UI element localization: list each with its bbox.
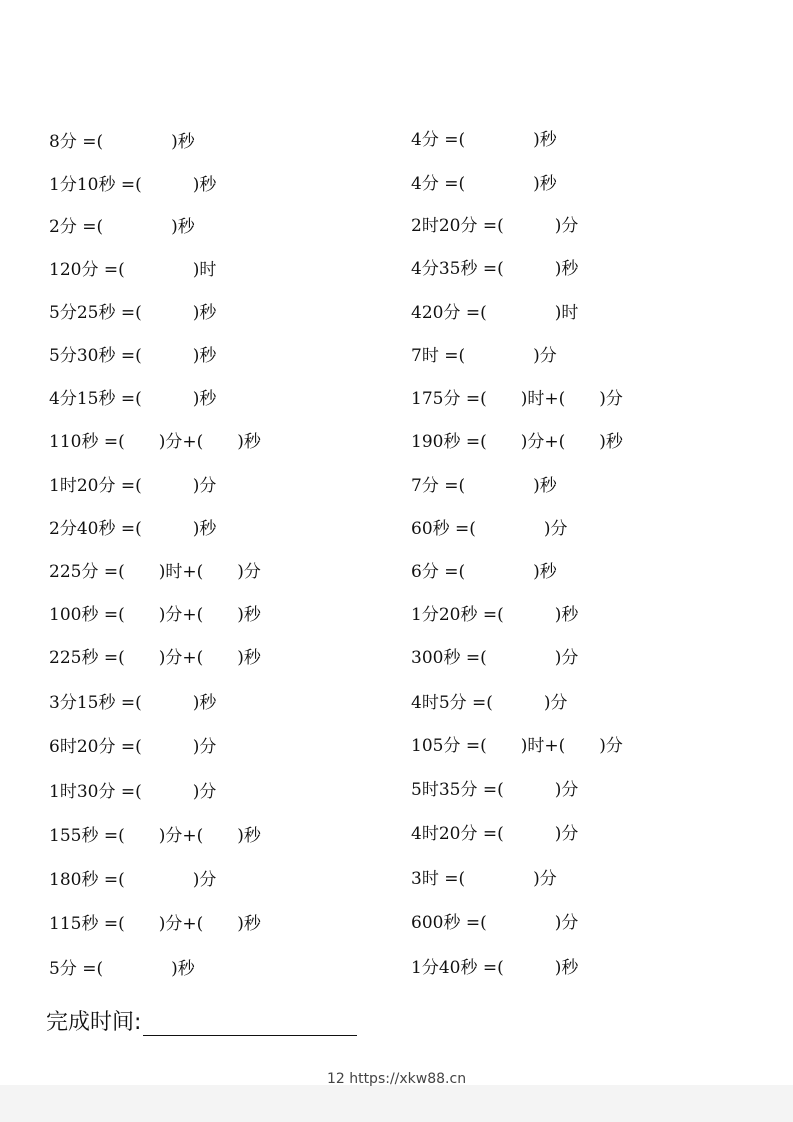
problem-item[interactable] [49,521,216,538]
problem-text: 4分 =( )秒 [411,174,557,194]
problem-item[interactable] [411,915,578,932]
problem-text: 8分 =( )秒 [49,132,195,152]
problem-text: 5分25秒 =( )秒 [49,303,217,323]
footer-url: 12 https://xkw88.cn [326,1071,467,1087]
problem-item[interactable] [411,132,557,149]
completion-time-label: 完成时间: [46,1010,142,1035]
problem-item[interactable] [411,218,578,235]
problem-item[interactable] [49,348,216,365]
problem-item[interactable] [49,219,195,236]
problem-text: 7分 =( )秒 [411,476,557,496]
problem-text: 5分30秒 =( )秒 [49,346,217,366]
problem-text: 2分 =( )秒 [49,217,195,237]
problem-text: 60秒 =( )分 [411,519,568,539]
problem-text: 1分10秒 =( )秒 [49,175,217,195]
problem-text: 4分 =( )秒 [411,130,557,150]
problem-item[interactable] [49,739,216,756]
problem-item[interactable] [411,348,557,365]
problem-item[interactable] [49,961,195,978]
problem-item[interactable] [49,872,216,889]
problem-item[interactable] [411,434,623,451]
problem-item[interactable] [411,695,568,712]
problem-text: 155秒 =( )分+( )秒 [49,826,261,846]
problem-item[interactable] [411,391,623,408]
problem-item[interactable] [49,434,261,451]
problem-text: 115秒 =( )分+( )秒 [49,914,261,934]
problem-item[interactable] [411,261,578,278]
problem-text: 1时20分 =( )分 [49,476,217,496]
problem-item[interactable] [49,391,216,408]
problem-item[interactable] [49,650,261,667]
problem-item[interactable] [411,960,578,977]
problem-item[interactable] [49,564,261,581]
problem-text: 190秒 =( )分+( )秒 [411,432,623,452]
problem-text: 7时 =( )分 [411,346,557,366]
problem-text: 2分40秒 =( )秒 [49,519,217,539]
problem-text: 5时35分 =( )分 [411,780,579,800]
problem-text: 6分 =( )秒 [411,562,557,582]
problem-item[interactable] [411,478,557,495]
problem-item[interactable] [49,177,216,194]
problem-text: 110秒 =( )分+( )秒 [49,432,261,452]
problem-item[interactable] [49,262,216,279]
problem-item[interactable] [49,607,261,624]
problem-item[interactable] [411,176,557,193]
problem-text: 2时20分 =( )分 [411,216,579,236]
problem-text: 4时20分 =( )分 [411,824,579,844]
problem-text: 175分 =( )时+( )分 [411,389,623,409]
problem-text: 4分35秒 =( )秒 [411,259,579,279]
problem-item[interactable] [411,305,578,322]
problem-text: 1分40秒 =( )秒 [411,958,579,978]
problem-item[interactable] [411,782,578,799]
problem-text: 600秒 =( )分 [411,913,579,933]
problem-item[interactable] [411,826,578,843]
problem-item[interactable] [411,738,623,755]
problem-item[interactable] [49,478,216,495]
problem-text: 120分 =( )时 [49,260,217,280]
problem-item[interactable] [49,784,216,801]
problem-text: 6时20分 =( )分 [49,737,217,757]
problem-item[interactable] [49,134,195,151]
problem-text: 180秒 =( )分 [49,870,217,890]
completion-time-blank[interactable] [143,1013,357,1036]
problem-item[interactable] [49,695,216,712]
problem-text: 1时30分 =( )分 [49,782,217,802]
footer-band [0,1085,793,1122]
problem-text: 100秒 =( )分+( )秒 [49,605,261,625]
problem-item[interactable] [411,871,557,888]
problem-item[interactable] [411,564,557,581]
completion-time-row [46,1005,357,1036]
problem-text: 300秒 =( )分 [411,648,579,668]
problem-item[interactable] [411,607,578,624]
problem-text: 3时 =( )分 [411,869,557,889]
problem-text: 1分20秒 =( )秒 [411,605,579,625]
problem-text: 420分 =( )时 [411,303,579,323]
problem-text: 105分 =( )时+( )分 [411,736,623,756]
problem-item[interactable] [49,916,261,933]
problem-text: 3分15秒 =( )秒 [49,693,217,713]
problem-text: 225分 =( )时+( )分 [49,562,261,582]
problem-text: 225秒 =( )分+( )秒 [49,648,261,668]
problem-item[interactable] [411,650,578,667]
problem-item[interactable] [49,305,216,322]
problem-item[interactable] [49,828,261,845]
problem-text: 5分 =( )秒 [49,959,195,979]
problem-item[interactable] [411,521,568,538]
problem-text: 4时5分 =( )分 [411,693,568,713]
problem-text: 4分15秒 =( )秒 [49,389,217,409]
